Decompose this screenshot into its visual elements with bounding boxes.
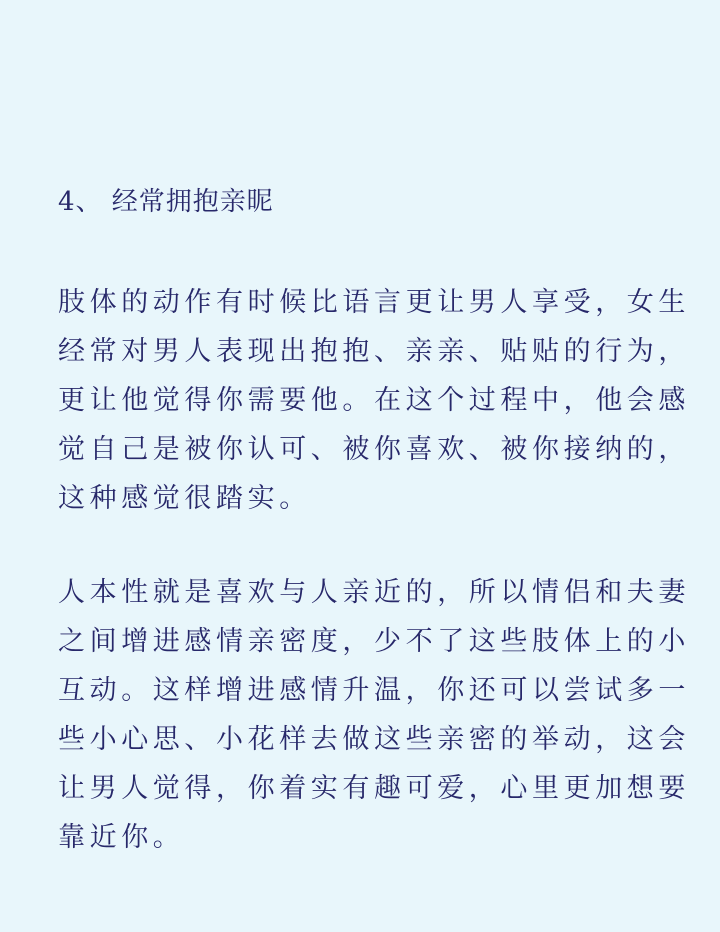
paragraph-1: [58, 278, 690, 523]
paragraph-line: 些小心思、小花样去做这些亲密的举动，这会: [58, 724, 690, 755]
paragraph-line: 互动。这样增进感情升温，你还可以尝试多一: [58, 675, 690, 706]
paragraph-line: 觉自己是被你认可、被你喜欢、被你接纳的，: [58, 434, 690, 465]
paragraph-line: 让男人觉得，你着实有趣可爱，心里更加想要: [58, 773, 690, 804]
paragraph-line: 更让他觉得你需要他。在这个过程中，他会感: [58, 385, 690, 416]
paragraph-line: 肢体的动作有时候比语言更让男人享受，女生: [58, 287, 690, 318]
paragraph-2: [58, 568, 690, 862]
paragraph-line: 靠近你。: [58, 822, 185, 853]
section-heading: 4、 经常拥抱亲昵: [58, 187, 274, 217]
paragraph-line: 人本性就是喜欢与人亲近的，所以情侣和夫妻: [58, 577, 690, 608]
paragraph-line: 之间增进感情亲密度，少不了这些肢体上的小: [58, 626, 690, 657]
paragraph-line: 经常对男人表现出抱抱、亲亲、贴贴的行为，: [58, 336, 690, 367]
paragraph-line: 这种感觉很踏实。: [58, 483, 311, 514]
